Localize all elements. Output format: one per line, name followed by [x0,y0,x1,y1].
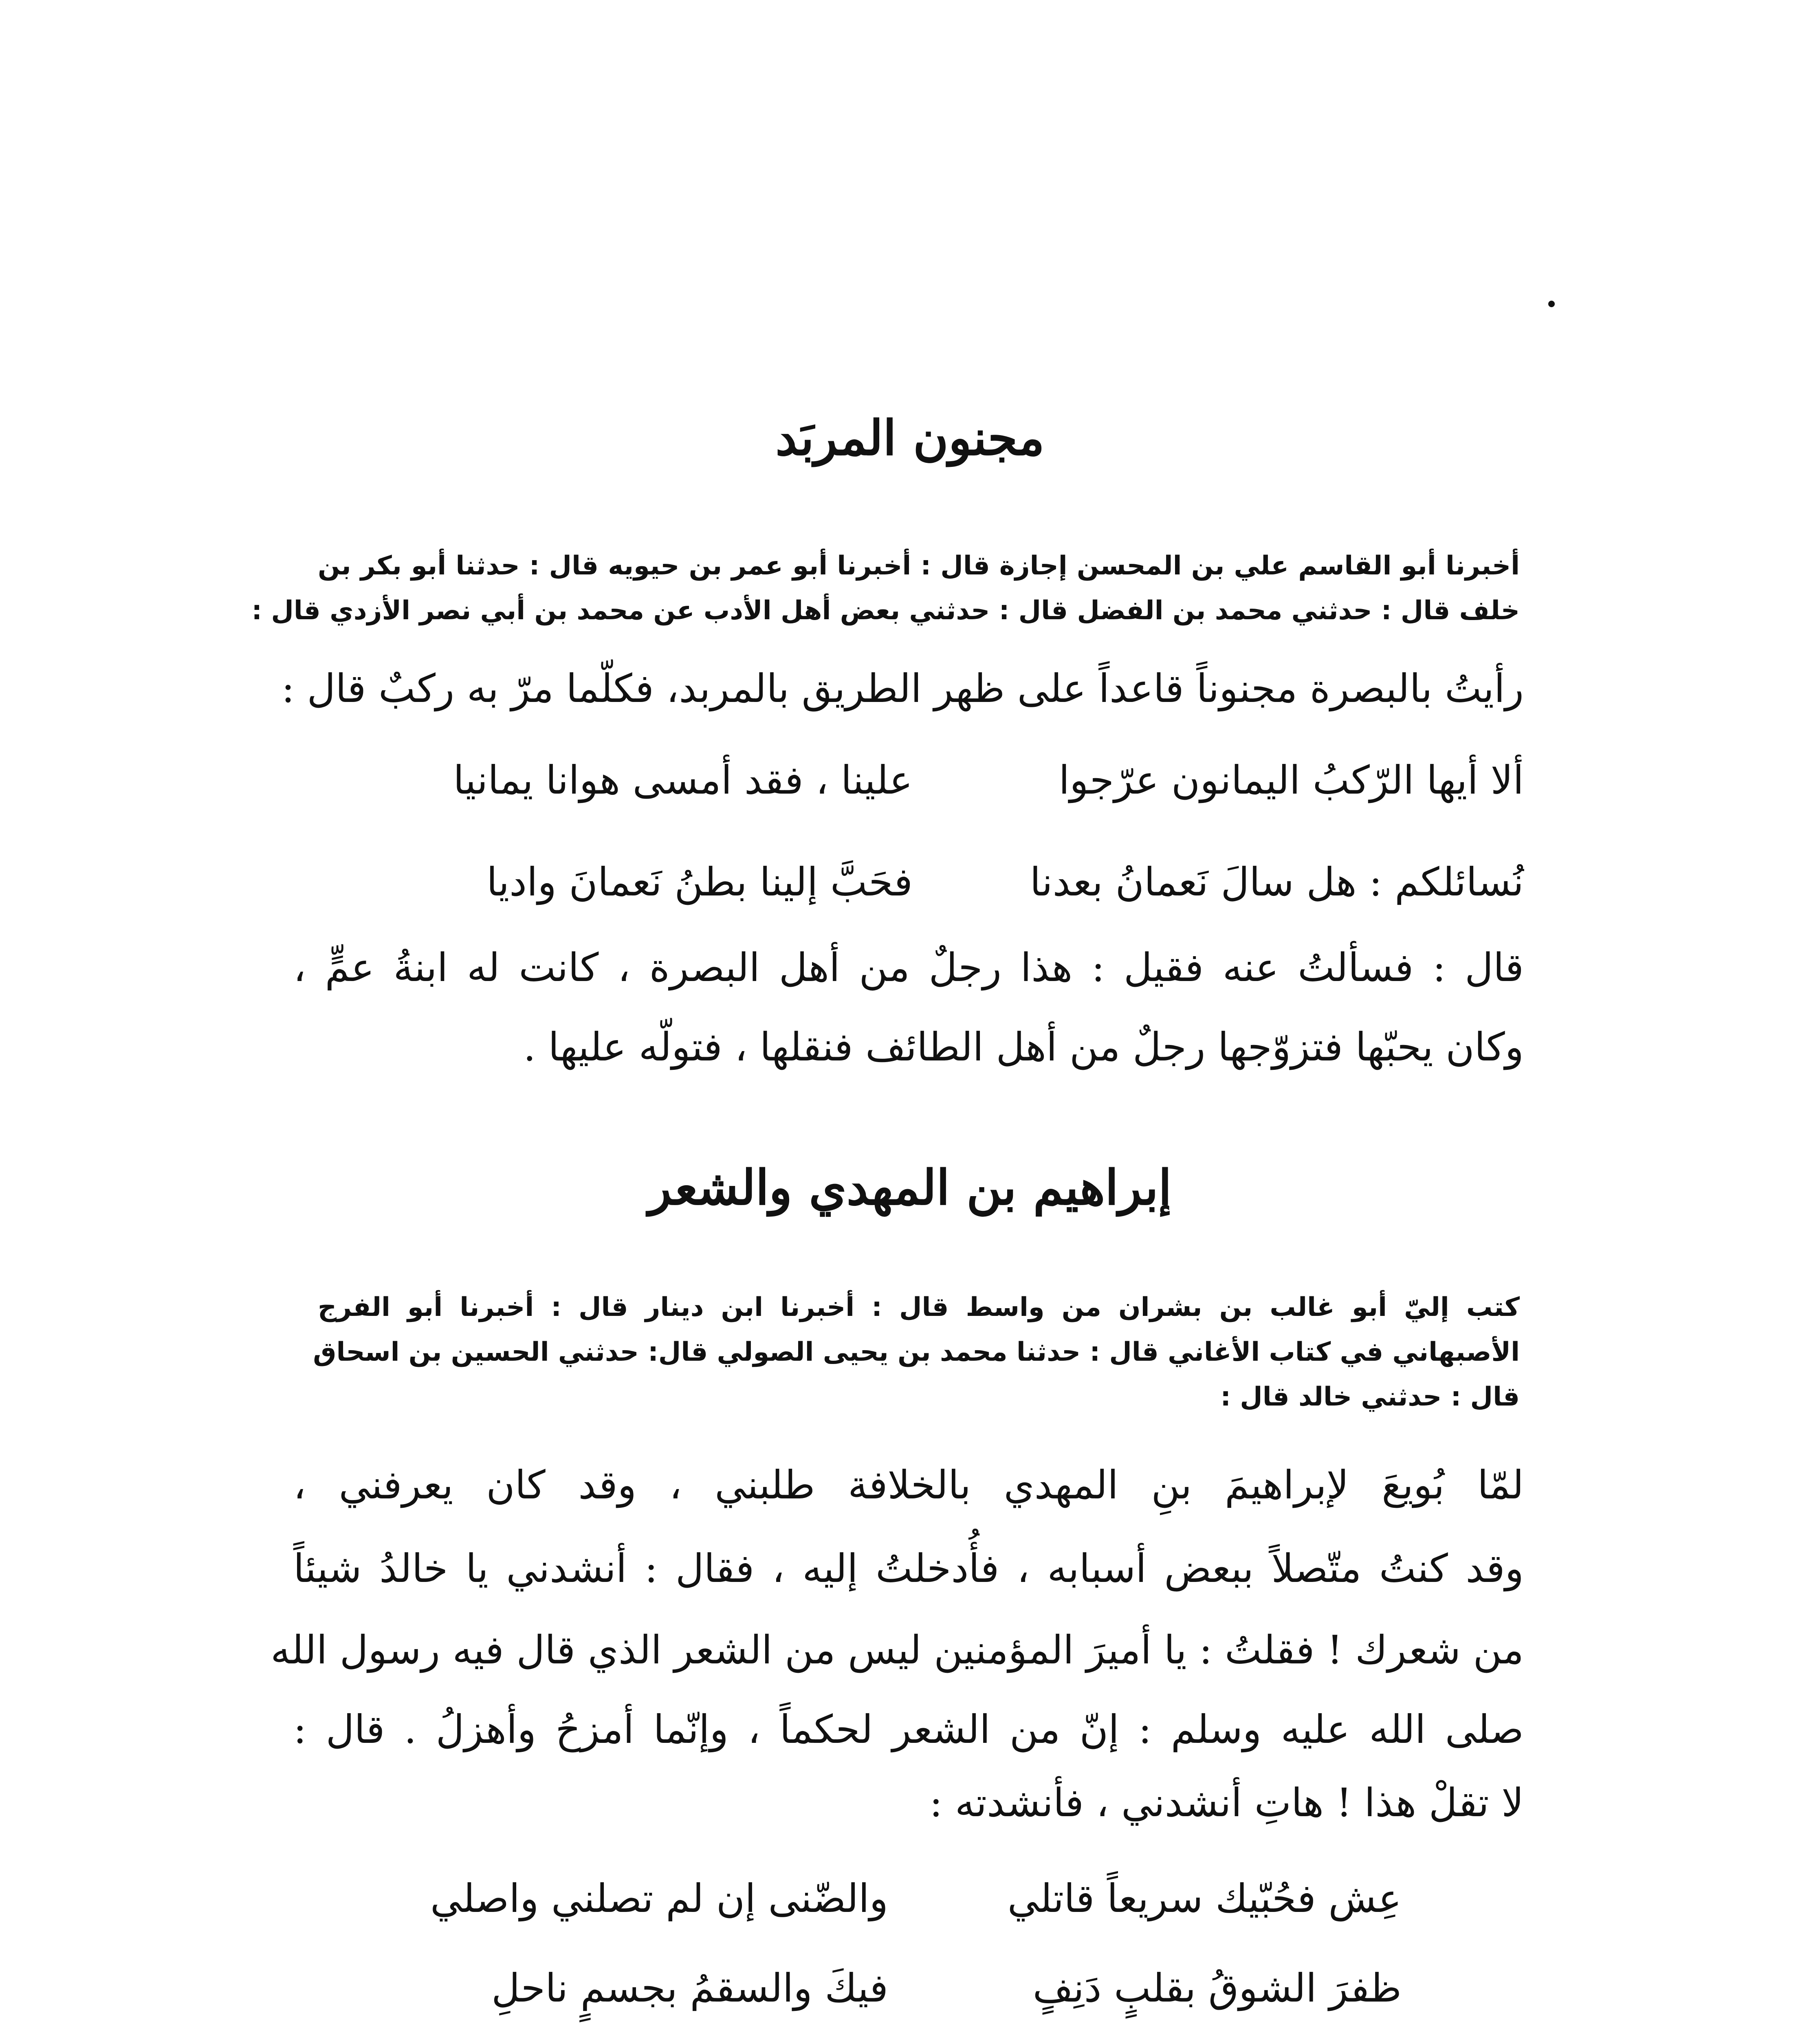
verse-hemistich-right: عِش فحُبّيك سريعاً قاتلي [1007,1876,1402,1921]
isnad-line: خلف قال : حدثني محمد بن الفضل قال : حدثني بعض أهل الأدب عن محمد بن أبي نصر الأزدي قال : [251,596,1520,626]
isnad-line: قال : حدثني خالد قال : [1220,1382,1520,1412]
section-title-ibrahim: إبراهيم بن المهدي والشعر [648,1159,1172,1216]
narration-line: وقد كنتُ متّصلاً ببعض أسبابه ، فأُدخلتُ إليه ، فقال : أنشدني يا خالدُ شيئاً [293,1546,1524,1591]
narration-line: رأيتُ بالبصرة مجنوناً قاعداً على ظهر الطريق بالمربد، فكلّما مرّ به ركبٌ قال : [281,666,1524,711]
verse-hemistich-left: فحَبَّ إلينا بطنُ نَعمانَ واديا [486,859,913,905]
narration-line: صلى الله عليه وسلم : إنّ من الشعر لحكماً ، وإنّما أمزحُ وأهزلُ . قال : [293,1707,1524,1752]
verse-hemistich-right: ألا أيها الرّكبُ اليمانون عرّجوا [1059,757,1524,803]
narration-line: قال : فسألتُ عنه فقيل : هذا رجلٌ من أهل البصرة ، كانت له ابنةُ عمٍّ ، [293,945,1524,990]
narration-line: لمّا بُويعَ لإبراهيمَ بنِ المهدي بالخلافة طلبني ، وقد كان يعرفني ، [293,1462,1524,1508]
isnad-line: كتب إليّ أبو غالب بن بشران من واسط قال : أخبرنا ابن دينار قال : أخبرنا أبو الفرج [318,1292,1520,1322]
isnad-line: أخبرنا أبو القاسم علي بن المحسن إجازة قال : أخبرنا أبو عمر بن حيويه قال : حدثنا أبو بكر بن [318,551,1520,581]
narration-line: لا تقلْ هذا ! هاتِ أنشدني ، فأنشدته : [929,1780,1524,1826]
verse-hemistich-left: علينا ، فقد أمسى هوانا يمانيا [453,757,913,803]
verse-hemistich-right: نُسائلكم : هل سالَ نَعمانُ بعدنا [1030,859,1524,905]
verse-hemistich-left: فيكَ والسقمُ بجسمٍ ناحلِ [491,1965,888,2011]
verse-hemistich-right: ظفرَ الشوقُ بقلبٍ دَنِفٍ [1032,1965,1402,2011]
narration-line: وكان يحبّها فتزوّجها رجلٌ من أهل الطائف فنقلها ، فتولّه عليها . [523,1024,1524,1070]
narration-line: من شعرك ! فقلتُ : يا أميرَ المؤمنين ليس من الشعر الذي قال فيه رسول الله [271,1627,1524,1673]
isnad-line: الأصبهاني في كتاب الأغاني قال : حدثنا محمد بن يحيى الصولي قال: حدثني الحسين بن اسحاق [313,1337,1520,1367]
verse-hemistich-left: والضّنى إن لم تصلني واصلي [430,1876,888,1921]
section-title-majnun: مجنون المربَد [775,409,1045,466]
speck-mark [1548,301,1555,307]
